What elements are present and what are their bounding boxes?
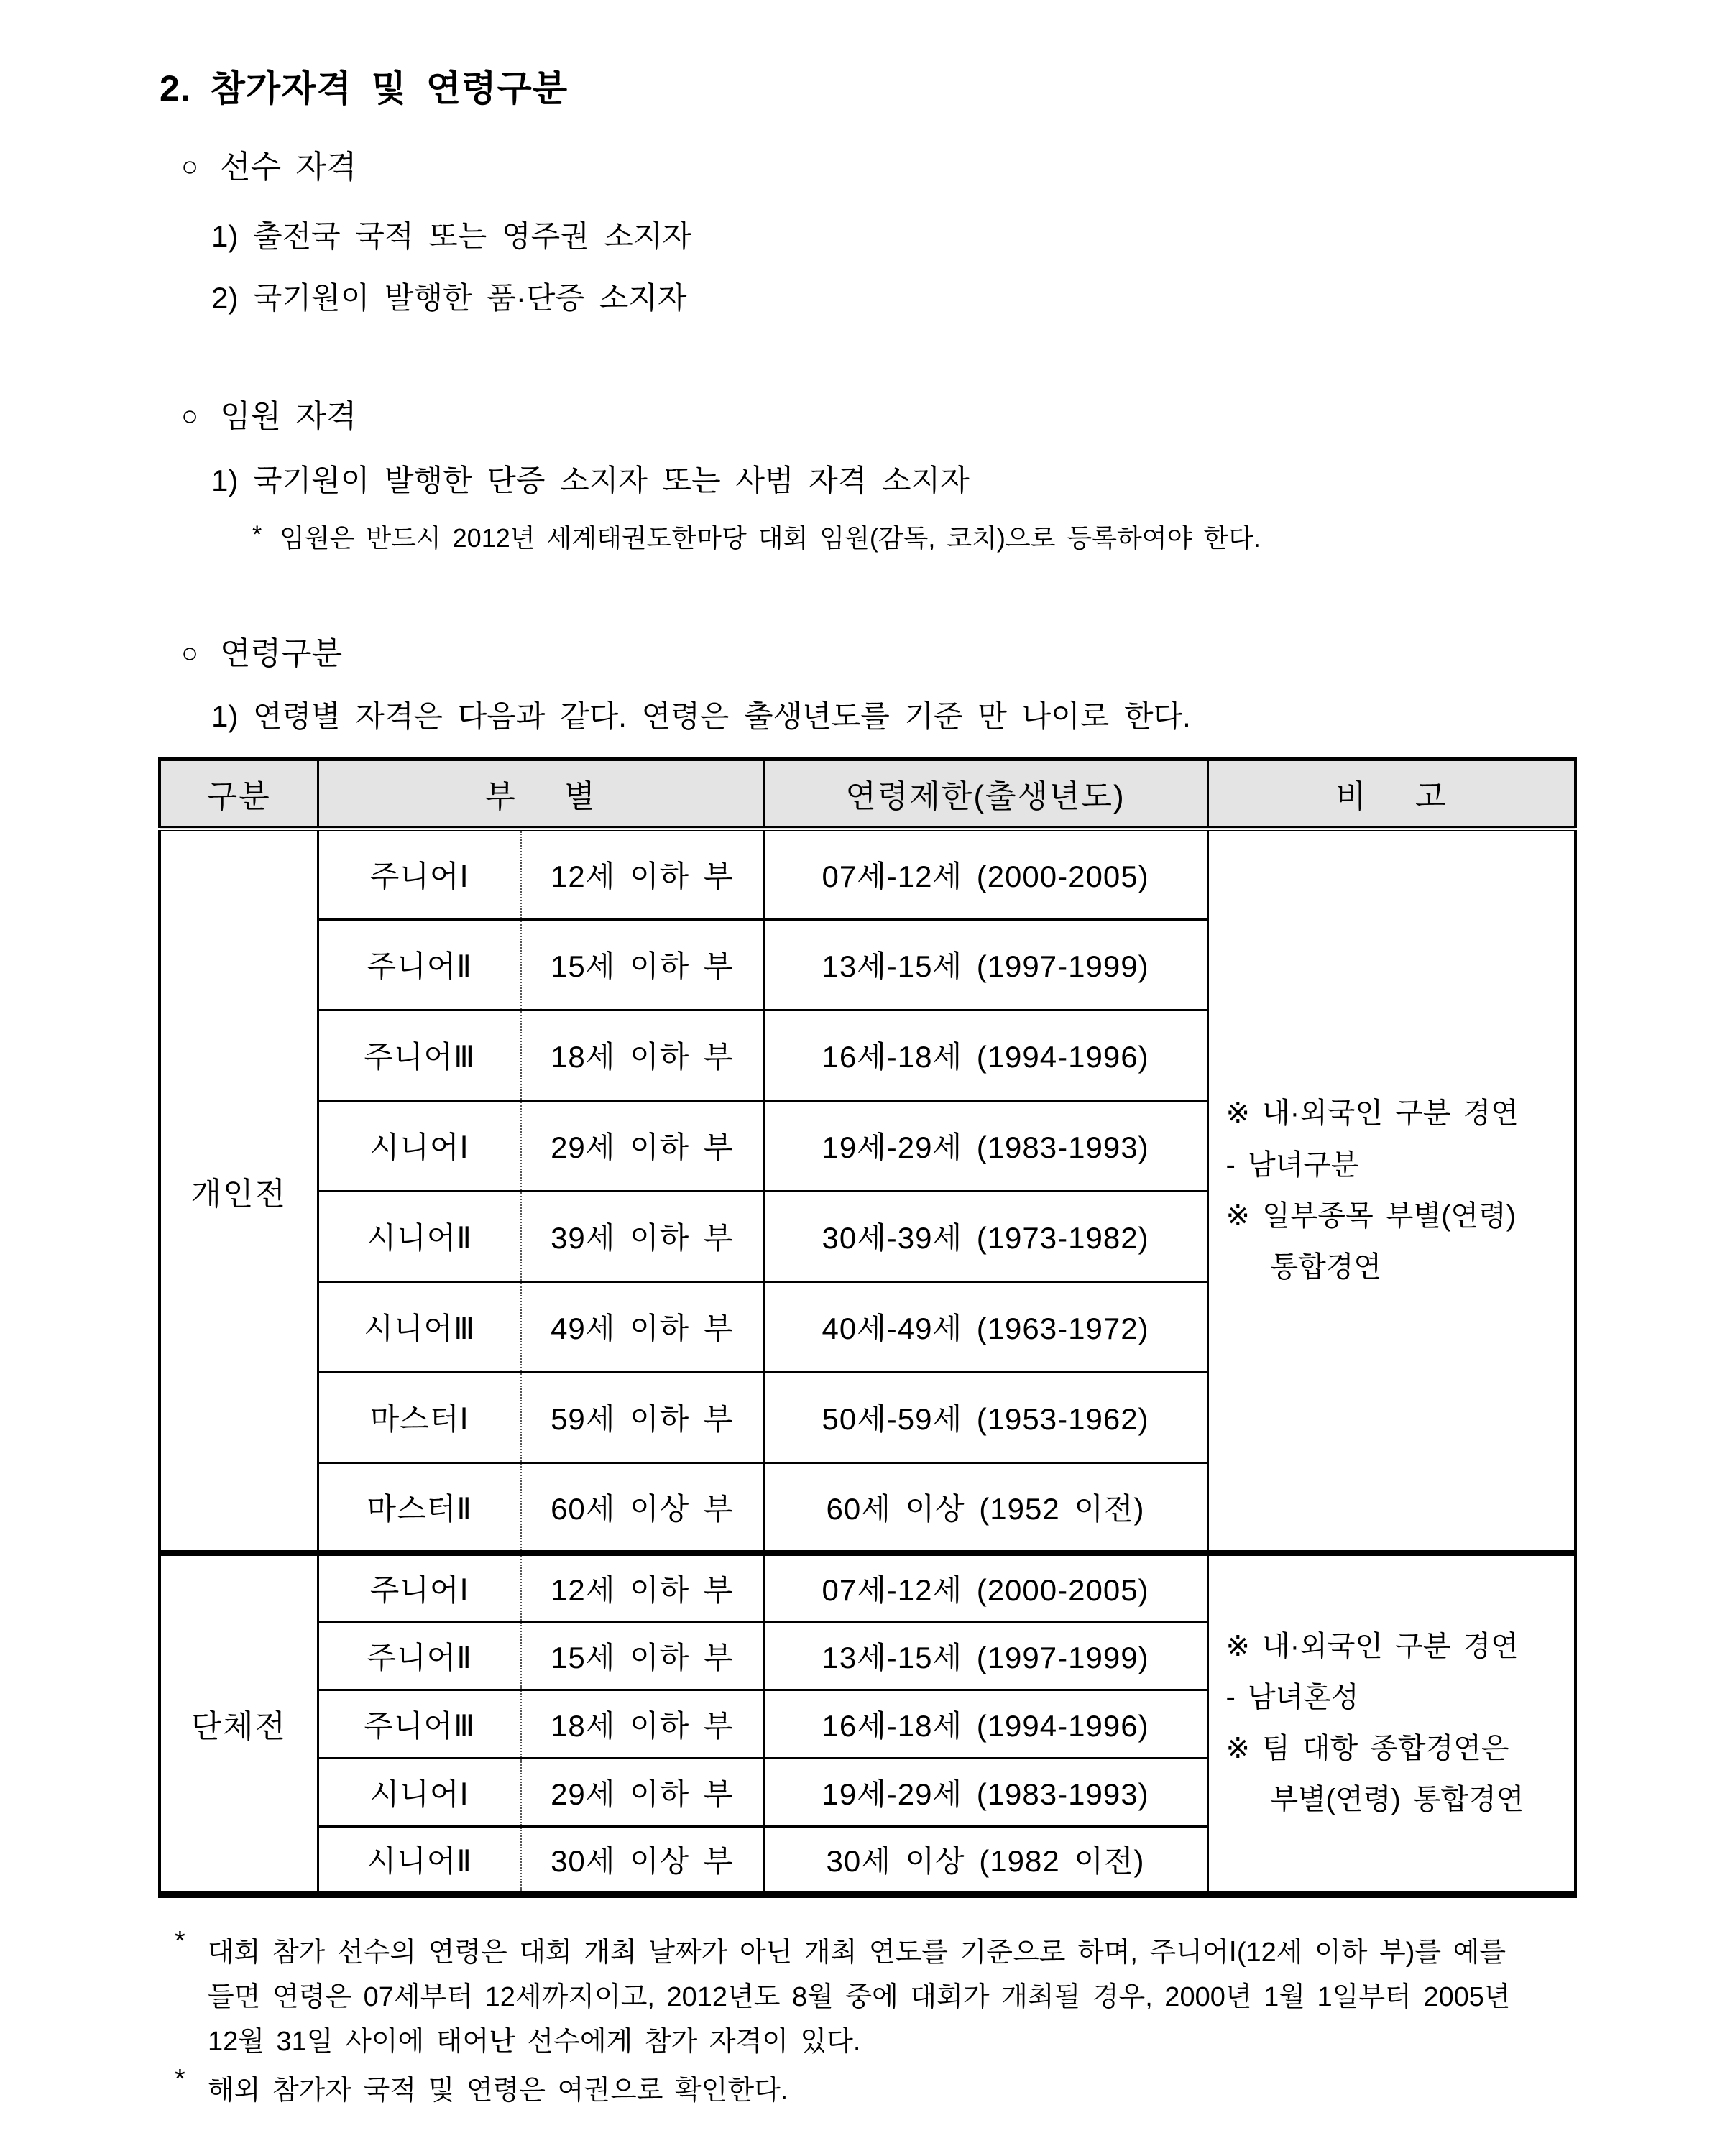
age-band-cell: 60세 이상 부 <box>521 1462 763 1553</box>
column-header-division: 부 별 <box>318 759 763 829</box>
age-range-cell: 50세-59세 (1953-1962) <box>763 1372 1208 1462</box>
circle-bullet-icon: ○ <box>181 400 199 432</box>
age-range-cell: 16세-18세 (1994-1996) <box>763 1690 1208 1758</box>
remark-cell-individual <box>1208 829 1576 1553</box>
asterisk-marker: * <box>175 2064 185 2094</box>
table-row <box>160 829 1576 919</box>
age-band-cell: 12세 이하 부 <box>521 829 763 919</box>
remark-line: ※ 내·외국인 구분 경연 <box>1225 1630 1519 1662</box>
age-classification-table <box>158 757 1577 1898</box>
list-item-official-certificate <box>211 462 970 500</box>
division-name-cell: 마스터Ⅰ <box>318 1372 521 1462</box>
division-name-cell: 마스터Ⅱ <box>318 1462 521 1553</box>
age-band-cell: 39세 이하 부 <box>521 1191 763 1281</box>
official-registration-note <box>252 522 1261 555</box>
asterisk-marker: * <box>252 521 262 548</box>
item-marker: 2) <box>211 281 239 315</box>
remark-line: 부별(연령) 통합경연 <box>1270 1784 1524 1816</box>
item-text: 출전국 국적 또는 영주권 소지자 <box>253 219 692 253</box>
age-range-cell: 30세 이상 (1982 이전) <box>763 1826 1208 1894</box>
section-heading-text: 임원 자격 <box>220 399 357 434</box>
age-band-cell: 30세 이상 부 <box>521 1826 763 1894</box>
division-name-cell: 시니어Ⅱ <box>318 1191 521 1281</box>
age-range-cell: 13세-15세 (1997-1999) <box>763 1621 1208 1690</box>
age-band-cell: 29세 이하 부 <box>521 1758 763 1826</box>
footnote-passport-check <box>175 2064 788 2113</box>
division-name-cell: 시니어Ⅱ <box>318 1826 521 1894</box>
age-range-cell: 30세-39세 (1973-1982) <box>763 1191 1208 1281</box>
division-name-cell: 주니어Ⅲ <box>318 1010 521 1100</box>
group-cell-team: 단체전 <box>160 1553 318 1894</box>
age-range-cell: 16세-18세 (1994-1996) <box>763 1010 1208 1100</box>
remark-line: - 남녀혼성 <box>1225 1681 1359 1713</box>
list-item-dan-certificate <box>211 280 686 318</box>
section-heading-age-classification <box>181 634 342 673</box>
age-band-cell: 18세 이하 부 <box>521 1010 763 1100</box>
age-range-cell: 13세-15세 (1997-1999) <box>763 919 1208 1010</box>
division-name-cell: 주니어Ⅰ <box>318 1553 521 1621</box>
age-band-cell: 59세 이하 부 <box>521 1372 763 1462</box>
division-name-cell: 시니어Ⅰ <box>318 1100 521 1191</box>
page-title: 2. 참가자격 및 연령구분 <box>160 68 569 109</box>
column-header-remark: 비 고 <box>1208 759 1576 829</box>
section-heading-player-eligibility <box>181 147 356 187</box>
remark-cell-team <box>1208 1553 1576 1894</box>
age-range-cell: 19세-29세 (1983-1993) <box>763 1758 1208 1826</box>
circle-bullet-icon: ○ <box>181 151 199 183</box>
age-band-cell: 29세 이하 부 <box>521 1100 763 1191</box>
section-heading-official-eligibility <box>181 397 356 436</box>
remark-line: - 남녀구분 <box>1225 1148 1359 1181</box>
item-text: 국기원이 발행한 단증 소지자 또는 사범 자격 소지자 <box>253 464 970 497</box>
age-range-cell: 07세-12세 (2000-2005) <box>763 1553 1208 1621</box>
table-row <box>160 1553 1576 1621</box>
column-header-category: 구분 <box>160 759 318 829</box>
column-header-age-limit: 연령제한(출생년도) <box>763 759 1208 829</box>
footnote-text <box>208 2068 788 2113</box>
remark-line: 통합경연 <box>1270 1250 1382 1283</box>
list-item-age-rule <box>211 698 1191 736</box>
age-range-cell: 60세 이상 (1952 이전) <box>763 1462 1208 1553</box>
section-heading-text: 선수 자격 <box>220 149 357 185</box>
age-band-cell: 49세 이하 부 <box>521 1281 763 1372</box>
footnote-line: 대회 참가 선수의 연령은 대회 개최 날짜가 아닌 개최 연도를 기준으로 하며, 주니어Ⅰ(12세 이하 부)를 예를 <box>208 1938 1506 1968</box>
table-header-row <box>160 759 1576 829</box>
circle-bullet-icon: ○ <box>181 637 199 669</box>
division-name-cell: 시니어Ⅲ <box>318 1281 521 1372</box>
item-text: 연령별 자격은 다음과 같다. 연령은 출생년도를 기준 만 나이로 한다. <box>253 699 1191 733</box>
group-cell-individual: 개인전 <box>160 829 318 1553</box>
division-name-cell: 시니어Ⅰ <box>318 1758 521 1826</box>
age-band-cell: 12세 이하 부 <box>521 1553 763 1621</box>
item-text: 국기원이 발행한 품·단증 소지자 <box>253 281 687 315</box>
age-band-cell: 15세 이하 부 <box>521 919 763 1010</box>
division-name-cell: 주니어Ⅲ <box>318 1690 521 1758</box>
item-marker: 1) <box>211 219 239 253</box>
section-heading-text: 연령구분 <box>220 636 343 671</box>
footnote-age-basis <box>175 1926 1511 2064</box>
footnote-text <box>208 1930 1511 2064</box>
division-name-cell: 주니어Ⅱ <box>318 919 521 1010</box>
remark-line: ※ 내·외국인 구분 경연 <box>1225 1097 1519 1130</box>
division-name-cell: 주니어Ⅰ <box>318 829 521 919</box>
remark-line: ※ 팀 대항 종합경연은 <box>1225 1733 1509 1764</box>
footnote-line: 해외 참가자 국적 및 연령은 여권으로 확인한다. <box>208 2076 788 2106</box>
note-text: 임원은 반드시 2012년 세계태권도한마당 대회 임원(감독, 코치)으로 등록하여야 한다. <box>280 523 1261 553</box>
footnote-line: 들면 연령은 07세부터 12세까지이고, 2012년도 8월 중에 대회가 개최될 경우, 2000년 1월 1일부터 2005년 <box>208 1982 1511 2012</box>
age-range-cell: 40세-49세 (1963-1972) <box>763 1281 1208 1372</box>
age-band-cell: 15세 이하 부 <box>521 1621 763 1690</box>
item-marker: 1) <box>211 699 239 733</box>
age-band-cell: 18세 이하 부 <box>521 1690 763 1758</box>
item-marker: 1) <box>211 464 239 497</box>
asterisk-marker: * <box>175 1926 185 1956</box>
footnote-line: 12월 31일 사이에 태어난 선수에게 참가 자격이 있다. <box>208 2027 861 2057</box>
division-name-cell: 주니어Ⅱ <box>318 1621 521 1690</box>
list-item-nationality <box>211 218 691 256</box>
remark-line: ※ 일부종목 부별(연령) <box>1225 1199 1517 1232</box>
age-range-cell: 19세-29세 (1983-1993) <box>763 1100 1208 1191</box>
age-range-cell: 07세-12세 (2000-2005) <box>763 829 1208 919</box>
